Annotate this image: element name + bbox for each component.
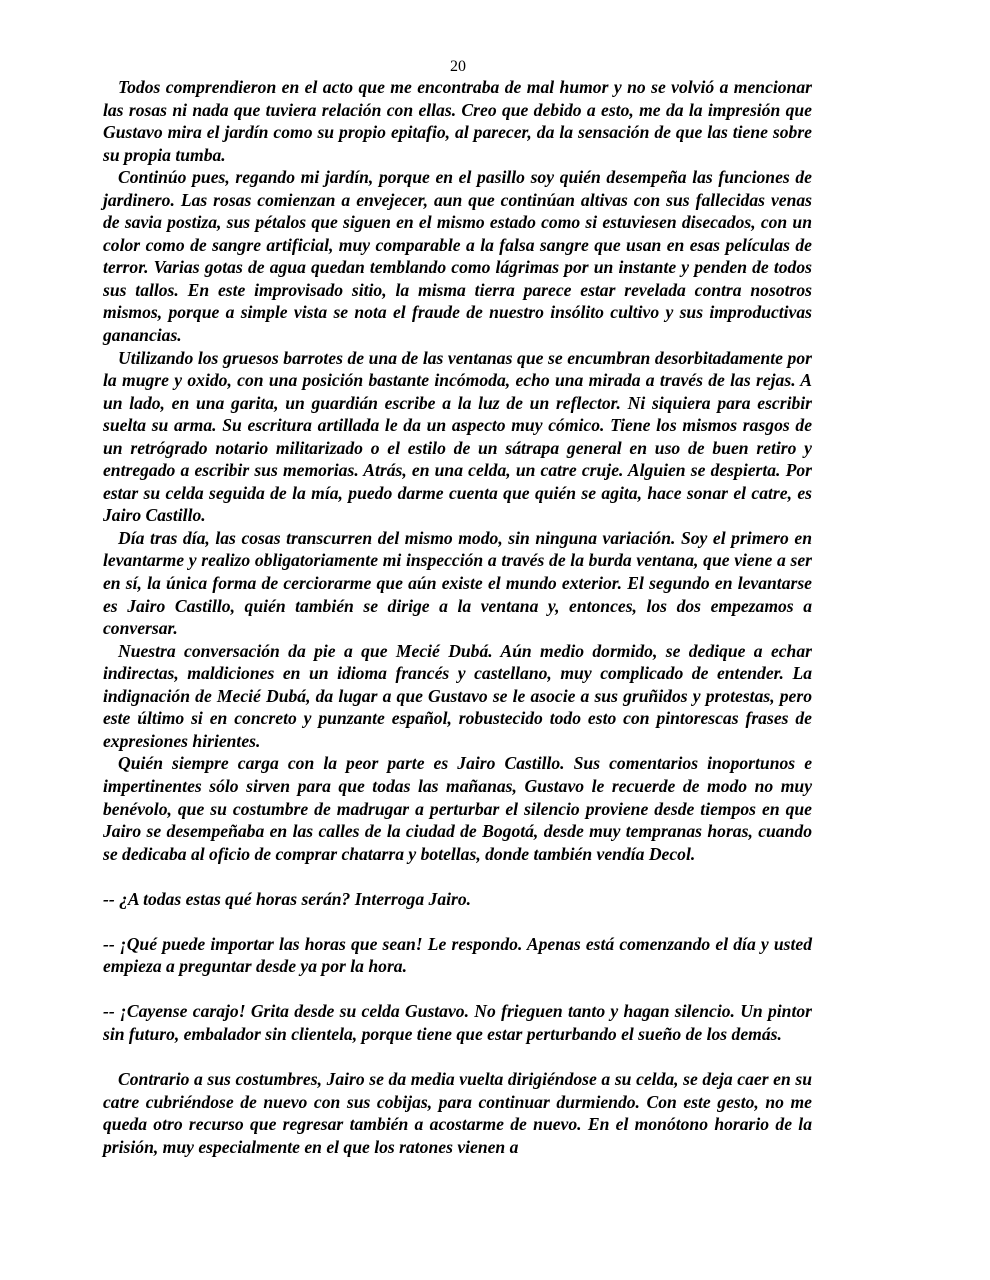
dialogue-line: -- ¡Cayense carajo! Grita desde su celda Gustavo. No frieguen tanto y hagan silencio. Un pintor sin futuro, embalador sin clientela, porque tiene que estar perturbando el sueño de los demás. (103, 1001, 812, 1044)
blank-line (103, 865, 812, 888)
dialogue-line: -- ¡Qué puede importar las horas que sean! Le respondo. Apenas está comenzando el día y usted empieza a preguntar desde ya por la hora. (103, 933, 812, 977)
body-text (103, 76, 812, 1158)
paragraph: Utilizando los gruesos barrotes de una de las ventanas que se encumbran desorbitadamente por la mugre y oxido, con una posición bastante incómoda, echo una mirada a través de las rejas. A un lado, en una garita, un guardián escribe a la luz de un reflector. Ni siquiera para escribir suelta su arma. Su escritura artillada le da un aspecto muy cómico. Tiene los mismos rasgos de un retrógrado notario militarizado o el estilo de un sátrapa general en uso de buen retiro y entregado a escribir sus memorias. Atrás, en una celda, un catre cruje. Alguien se despierta. Por estar su celda seguida de la mía, puedo darme cuenta que quién se agita, hace sonar el catre, es Jairo Castillo. (103, 347, 812, 526)
paragraph: Día tras día, las cosas transcurren del mismo modo, sin ninguna variación. Soy el primero en levantarme y realizo obligatoriamente mi inspección a través de la burda ventana, que viene a ser en sí, la única forma de cerciorarme que aún existe el mundo exterior. El segundo en levantarse es Jairo Castillo, quién también se dirige a la ventana y, entonces, los dos empezamos a conversar. (103, 527, 812, 639)
paragraph: Contrario a sus costumbres, Jairo se da media vuelta dirigiéndose a su celda, se deja caer en su catre cubriéndose de nuevo con sus cobijas, para continuar durmiendo. Con este gesto, no me queda otro recurso que regresar también a acostarme de nuevo. En el monótono horario de la prisión, muy especialmente en el que los ratones vienen a (103, 1069, 812, 1157)
paragraph: Quién siempre carga con la peor parte es Jairo Castillo. Sus comentarios inoportunos e impertinentes sólo sirven para que todas las mañanas, Gustavo le recuerde de modo no muy benévolo, que su costumbre de madrugar a perturbar el silencio proviene desde tiempos en que Jairo se desempeñaba en las calles de la ciudad de Bogotá, desde muy tempranas horas, cuando se dedicaba al oficio de comprar chatarra y botellas, donde también vendía Decol. (103, 753, 812, 864)
paragraph: Nuestra conversación da pie a que Mecié Dubá. Aún medio dormido, se dedique a echar indirectas, maldiciones en un idioma francés y castellano, muy complicado de entender. La indignación de Mecié Dubá, da lugar a que Gustavo se le asocie a sus gruñidos y protestas, pero este último si en concreto y punzante español, robustecido todo esto con pintorescas frases de expresiones hirientes. (103, 640, 812, 751)
dialogue-line: -- ¿A todas estas qué horas serán? Interroga Jairo. (103, 888, 472, 909)
blank-line (103, 1046, 812, 1069)
blank-line (103, 978, 812, 1001)
paragraph: Continúo pues, regando mi jardín, porque en el pasillo soy quién desempeña las funciones de jardinero. Las rosas comienzan a envejecer, aun que continúan altivas con sus fallecidas venas de savia postiza, sus pétalos que siguen en el mismo estado como si estuviesen disecados, con un color como de sangre artificial, muy comparable a la falsa sangre que usan en esas películas de terror. Varias gotas de agua quedan temblando como lágrimas por un instante y penden de todos sus tallos. En este improvisado sitio, la misma tierra parece estar revelada contra nosotros mismos, porque a simple vista se nota el fraude de nuestro insólito cultivo y sus improductivas ganancias. (103, 167, 812, 346)
paragraph: Todos comprendieron en el acto que me encontraba de mal humor y no se volvió a mencionar las rosas ni nada que tuviera relación con ellas. Creo que debido a esto, me da la impresión que Gustavo mira el jardín como su propio epitafio, al parecer, da la sensación de que las tiene sobre su propia tumba. (103, 77, 812, 165)
blank-line (103, 910, 812, 933)
page-number: 20 (450, 58, 466, 75)
